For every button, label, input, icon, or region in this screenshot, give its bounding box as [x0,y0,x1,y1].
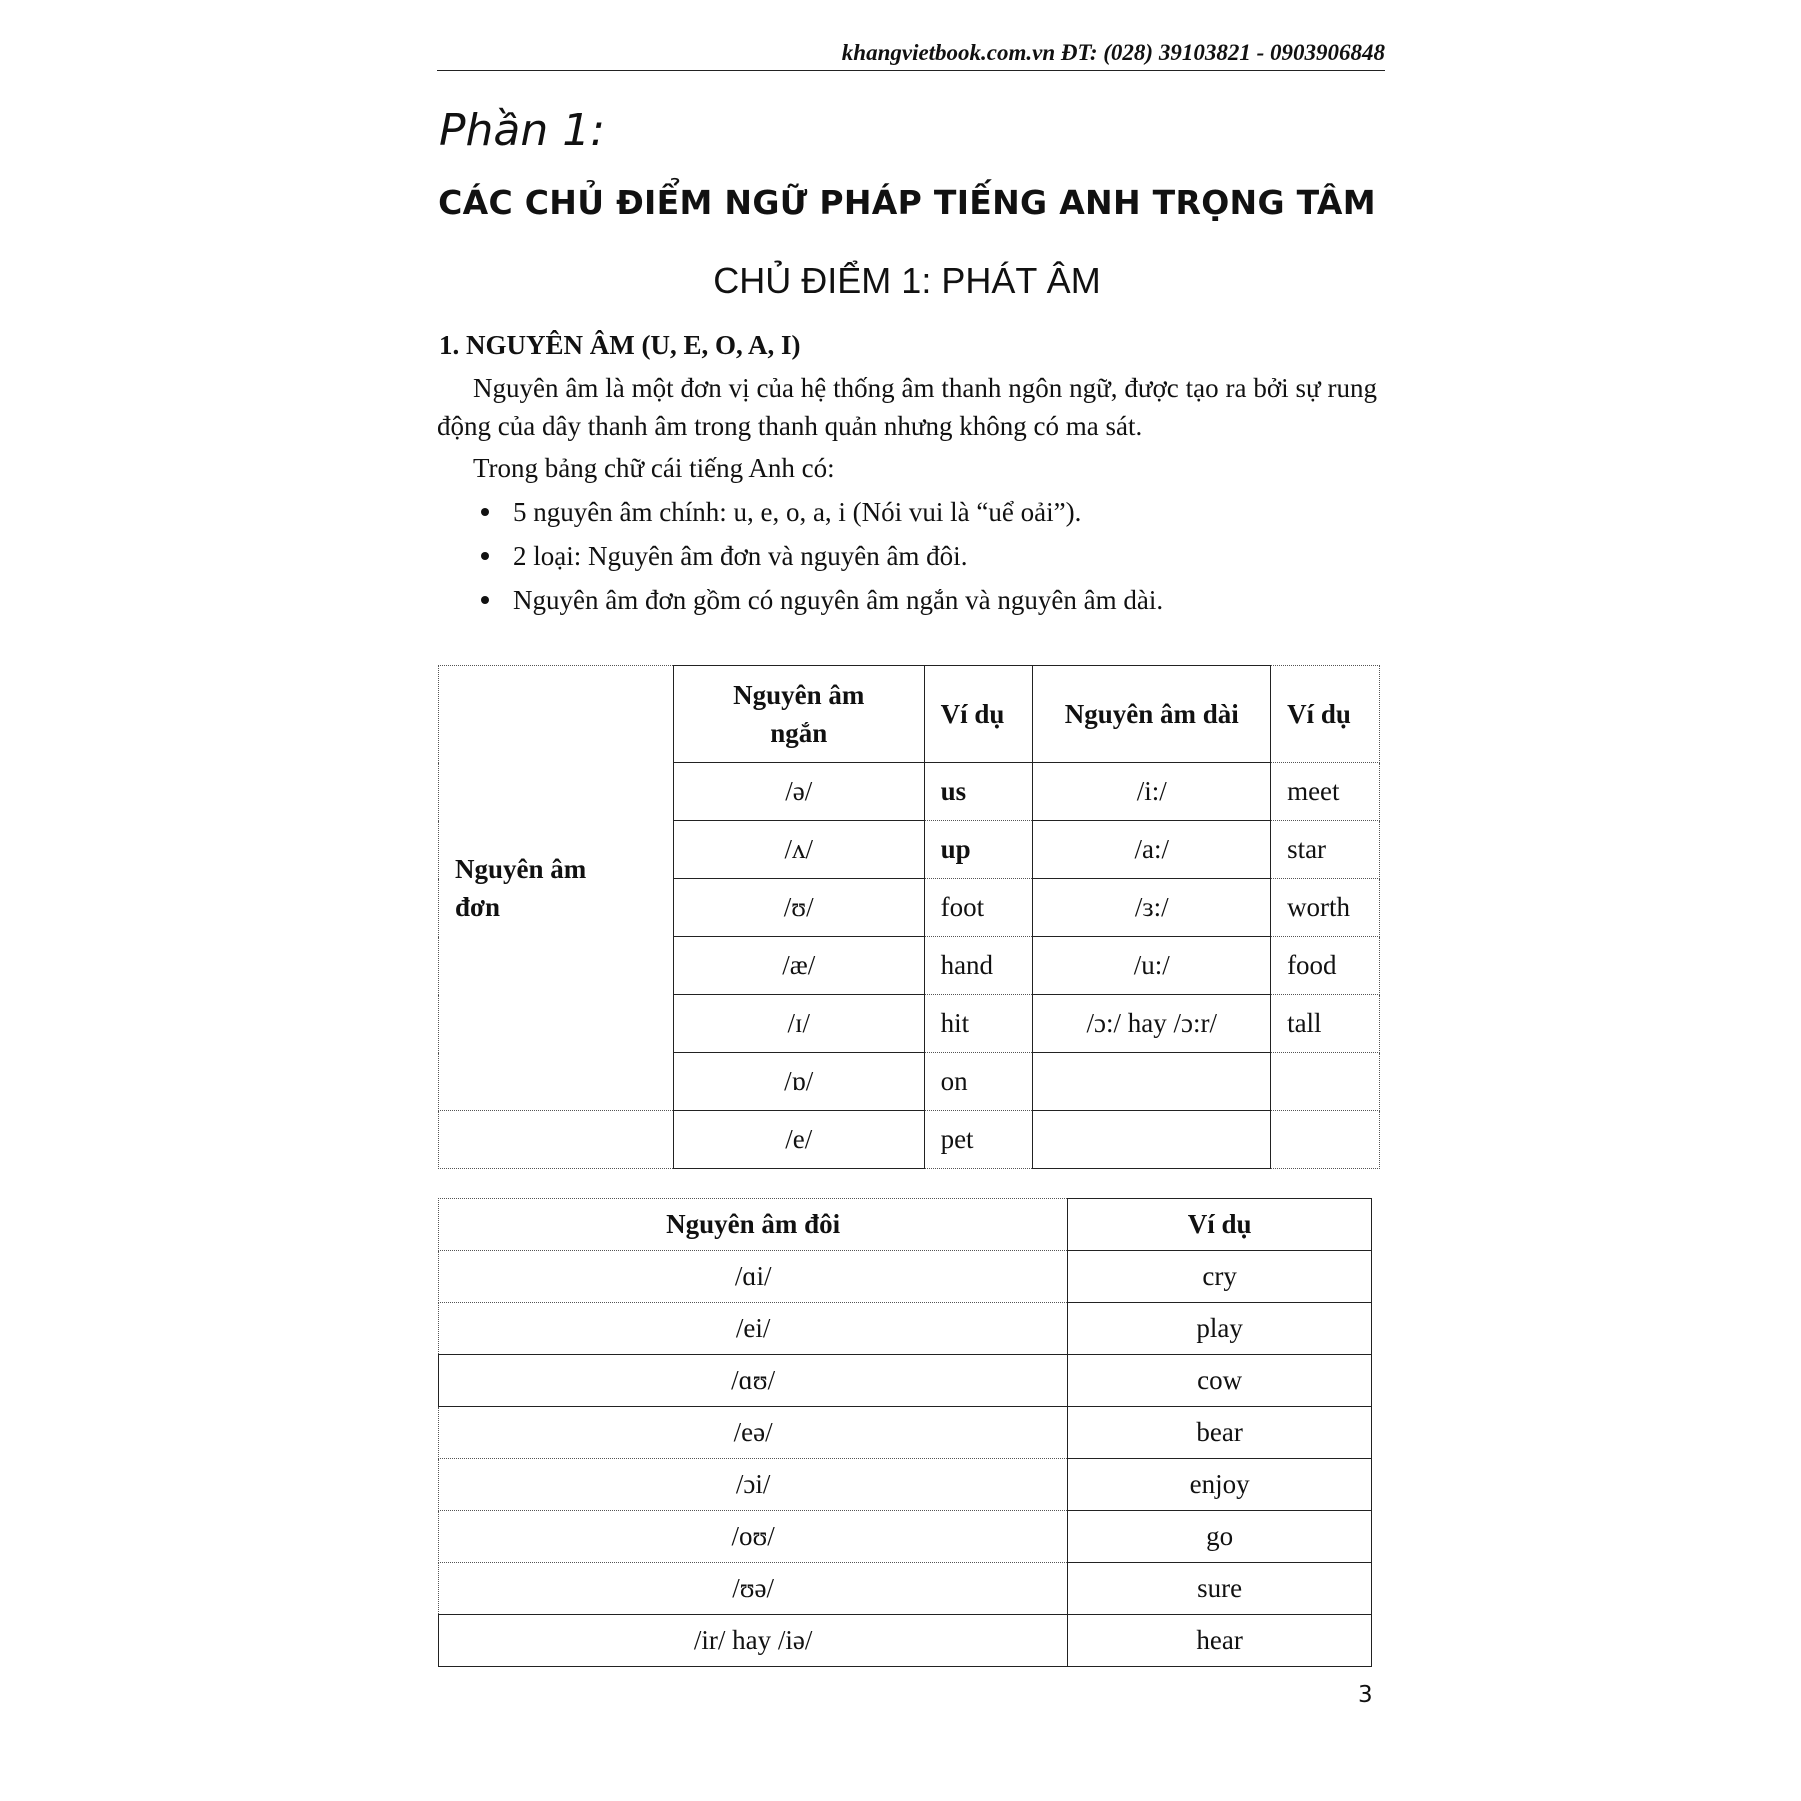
cell-empty [439,1111,674,1169]
cell-example: pet [924,1111,1033,1169]
header-example-short: Ví dụ [924,666,1033,763]
header-example-long: Ví dụ [1271,666,1380,763]
diphthong-table [438,1198,1372,1667]
table-row [439,1355,1372,1407]
header-short-vowel: Nguyên âm ngắn [673,666,924,763]
table-row [439,1459,1372,1511]
cell-example: hand [924,937,1033,995]
cell-example: cry [1068,1251,1372,1303]
main-title: CÁC CHỦ ĐIỂM NGỮ PHÁP TIẾNG ANH TRỌNG TÂM [438,183,1376,222]
cell-diphthong: /ir/ hay /iə/ [439,1615,1068,1667]
cell-example: bear [1068,1407,1372,1459]
bullet-text: 5 nguyên âm chính: u, e, o, a, i (Nói vui là “uể oải”). [513,497,1082,527]
cell-example: hear [1068,1615,1372,1667]
cell-example: sure [1068,1563,1372,1615]
topic-title: CHỦ ĐIỂM 1: PHÁT ÂM [713,260,1101,301]
table-row [439,1111,1380,1169]
bullet-list [437,490,1377,622]
cell-example: on [924,1053,1033,1111]
cell-diphthong: /ei/ [439,1303,1068,1355]
table-row [439,1407,1372,1459]
cell-long: /i:/ [1033,763,1271,821]
intro-paragraph: Nguyên âm là một đơn vị của hệ thống âm thanh ngôn ngữ, được tạo ra bởi sự rung động của dây thanh âm trong thanh quản nhưng không có ma sát. [437,373,1377,441]
cell-diphthong: /ʊə/ [439,1563,1068,1615]
cell-example: food [1271,937,1380,995]
cell-diphthong: /oʊ/ [439,1511,1068,1563]
table-header-row [439,1199,1372,1251]
table-header-row [439,666,1380,763]
alphabet-intro: Trong bảng chữ cái tiếng Anh có: [473,453,835,483]
cell-example: enjoy [1068,1459,1372,1511]
cell-example: hit [924,995,1033,1053]
table-row [439,1303,1372,1355]
cell-example: meet [1271,763,1380,821]
cell-short: /ɪ/ [673,995,924,1053]
table-row [439,1511,1372,1563]
list-item [437,578,1377,622]
cell-long: /u:/ [1033,937,1271,995]
cell-diphthong: /ɑʊ/ [439,1355,1068,1407]
cell-long: /ɜ:/ [1033,879,1271,937]
cell-short: /ʌ/ [673,821,924,879]
bullet-icon [481,552,489,560]
cell-example [1271,1111,1380,1169]
cell-example [1271,1053,1380,1111]
row-label: Nguyên âm đơn [455,854,587,922]
table-row [439,1251,1372,1303]
cell-diphthong: /ɔi/ [439,1459,1068,1511]
cell-example: foot [924,879,1033,937]
cell-short: /e/ [673,1111,924,1169]
monophthong-table [438,665,1380,1169]
cell-example: tall [1271,995,1380,1053]
cell-long: /a:/ [1033,821,1271,879]
cell-short: /ə/ [673,763,924,821]
cell-short: /æ/ [673,937,924,995]
cell-long: /ɔ:/ hay /ɔ:r/ [1033,995,1271,1053]
page-content [437,40,1385,622]
cell-short: /ʊ/ [673,879,924,937]
cell-example: worth [1271,879,1380,937]
cell-example: up [924,821,1033,879]
row-label-cell [439,666,674,1111]
cell-diphthong: /ɑi/ [439,1251,1068,1303]
table-row [439,1563,1372,1615]
cell-example: us [924,763,1033,821]
header-long-vowel: Nguyên âm dài [1033,666,1271,763]
cell-example: star [1271,821,1380,879]
section-title: 1. NGUYÊN ÂM (U, E, O, A, I) [439,330,801,360]
page-number: 3 [1358,1682,1373,1708]
bullet-icon [481,596,489,604]
part-title: Phần 1: [439,105,606,156]
cell-example: go [1068,1511,1372,1563]
cell-long [1033,1053,1271,1111]
header-diphthong: Nguyên âm đôi [439,1199,1068,1251]
page-header: khangvietbook.com.vn ĐT: (028) 39103821 - 0903906848 [437,40,1385,71]
cell-example: cow [1068,1355,1372,1407]
cell-long [1033,1111,1271,1169]
header-example: Ví dụ [1068,1199,1372,1251]
list-item [437,490,1377,534]
bullet-text: Nguyên âm đơn gồm có nguyên âm ngắn và nguyên âm dài. [513,585,1164,615]
cell-diphthong: /eə/ [439,1407,1068,1459]
cell-short: /ɒ/ [673,1053,924,1111]
cell-example: play [1068,1303,1372,1355]
bullet-icon [481,508,489,516]
bullet-text: 2 loại: Nguyên âm đơn và nguyên âm đôi. [513,541,968,571]
table-row [439,1615,1372,1667]
list-item [437,534,1377,578]
